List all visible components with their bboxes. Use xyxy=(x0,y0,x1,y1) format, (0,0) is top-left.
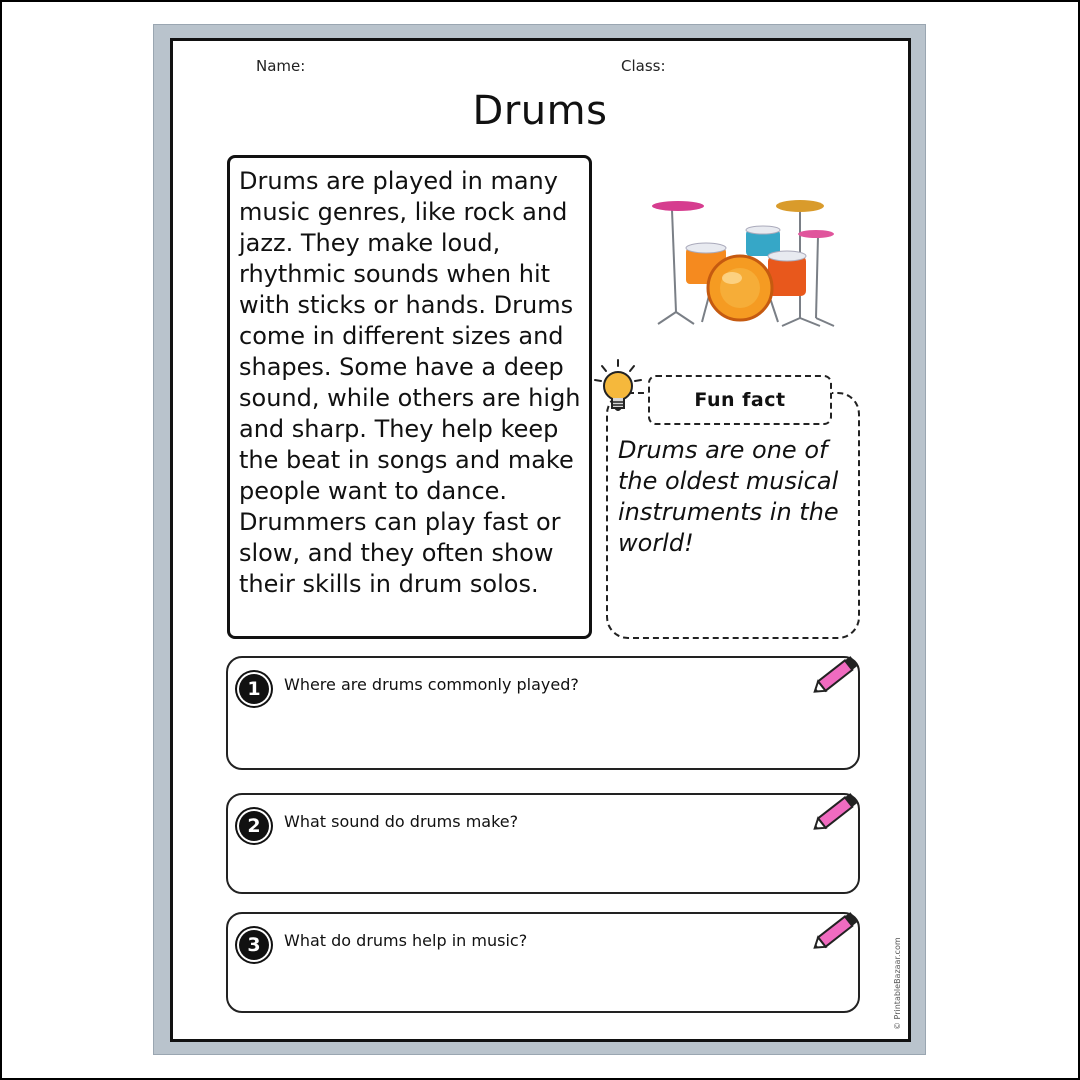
question-number-badge: 1 xyxy=(239,674,269,704)
question-text: What do drums help in music? xyxy=(284,931,528,950)
reading-passage-text: Drums are played in many music genres, like rock and jazz. They make loud, rhythmic sounds when hit with sticks or hands. Drums come in different sizes and shapes. Some have a deep sound, while others are high and sharp. They help keep the beat in songs and make people want to dance. Drummers can play fast or slow, and they often show their skills in drum solos. xyxy=(239,167,581,598)
question-text: What sound do drums make? xyxy=(284,812,519,831)
fun-fact-text: Drums are one of the oldest musical instruments in the world! xyxy=(618,436,839,557)
class-label: Class: xyxy=(621,57,666,75)
question-box-2[interactable] xyxy=(226,793,860,894)
question-number-badge: 2 xyxy=(239,811,269,841)
pencil-icon xyxy=(808,908,864,954)
lightbulb-icon xyxy=(592,358,644,424)
drum-kit-illustration xyxy=(650,192,840,332)
pencil-icon xyxy=(808,652,864,698)
question-box-1[interactable] xyxy=(226,656,860,770)
question-number-badge: 3 xyxy=(239,930,269,960)
page-title: Drums xyxy=(472,88,608,134)
question-text: Where are drums commonly played? xyxy=(284,675,579,694)
question-box-3[interactable] xyxy=(226,912,860,1013)
pencil-icon xyxy=(808,789,864,835)
watermark-text: © PrintableBazaar.com xyxy=(893,937,902,1030)
fun-fact-label: Fun fact xyxy=(648,375,832,425)
name-label: Name: xyxy=(256,57,306,75)
reading-passage-box xyxy=(227,155,592,639)
